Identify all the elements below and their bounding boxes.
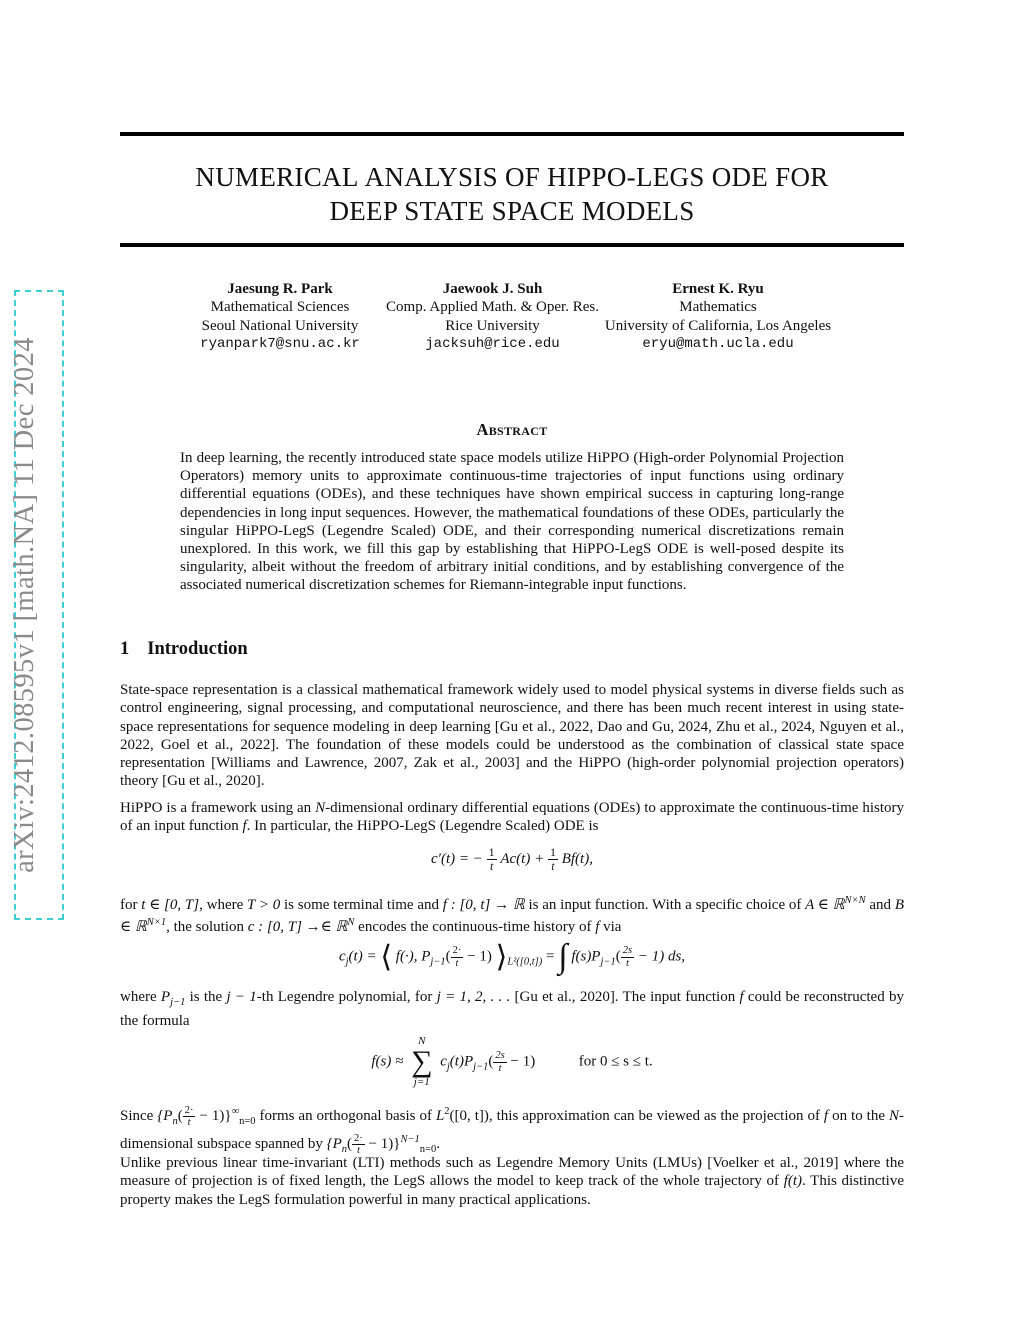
author-2-email[interactable]: jacksuh@rice.edu: [425, 335, 560, 352]
title-top-rule: [120, 132, 904, 136]
arxiv-identifier: arXiv:2412.08595v1 [math.NA] 11 Dec 2024: [9, 337, 40, 873]
intro-paragraph-5: Since {$P_n$( $\frac{2\cdot}{t}$ − $1)\}^\infty_{n=0}$ forms an orthogonal basis of $L^2([0$, t]), this approximation can be viewed as the projection of f on to the N-dimensional subspace spanned by {$P_n$( $\frac{2\cdot}{t}$ − 1)}$^{N-1}_{n=0}$.: [120, 1104, 904, 1157]
author-1-email[interactable]: ryanpark7@snu.ac.kr: [200, 335, 360, 352]
intro-paragraph-1: State-space representation is a classical mathematical framework widely used to model physical systems in diverse fields such as control engineering, signal processing, and computational neuroscience, and there has been much recent interest in using state-space representations for sequence modeling in deep learning [Gu et al., 2022, Dao and Gu, 2024, Zhu et al., 2024, Nguyen et al., 2022, Goel et al., 2022]. The foundation of these models could be understood as the combination of classical state space representation [Williams and Lawrence, 2007, Zak et al., 2003] and the HiPPO (high-order polynomial projection operators) theory [Gu et al., 2020].: [120, 682, 904, 790]
intro-paragraph-3: for t ∈ [0, T], where T > 0 is some terminal time and f : [0, t] → ℝ is an input function. With a specific choice of A ∈ ℝ$^{N\times N}$ and B ∈ ℝ$^{N\times 1}$, the solution c : [0, T] →∈ ℝ$^N$ encodes the continuous-time history of f via: [120, 895, 904, 936]
title-line-2: DEEP STATE SPACE MODELS: [329, 196, 695, 226]
section-heading: 1 Introduction: [120, 639, 248, 659]
eq1-fraction-1: $\frac{1}{t}$: [488, 845, 495, 874]
integral-sign: ∫: [558, 938, 568, 975]
right-angle-bracket: ⟩: [495, 940, 508, 974]
author-block: [120, 280, 904, 360]
abstract-heading: Abstract: [476, 420, 548, 439]
span-fraction: $\frac{2\cdot}{t}$: [354, 1132, 363, 1157]
eq2-rhs-fraction: $\frac{2s}{t}$: [622, 944, 633, 969]
equation-coefficient-projection: $c_j(t)$ = ⟨ f(·), $P_{j-1}$( $\frac{2\cdot}{t}$ − 1) $⟩_{L^2([0,t])}$ = ∫ $f(s)P_{j-1}$( $\frac{2s}{t}$ − 1) ds,: [338, 938, 686, 975]
abstract-text: In deep learning, the recently introduced state space models utilize HiPPO (High-order Polynomial Projection Operators) memory units to approximate continuous-time trajectories of input functions using ordinary differential equations (ODEs), and these techniques have shown empirical success in capturing long-range dependencies in long input sequences. However, the mathematical foundations of these ODEs, particularly the singular HiPPO-LegS (Legendre Scaled) ODE, and their corresponding numerical discretizations remain unexplored. In this work, we fill this gap by establishing that HiPPO-LegS ODE is well-posed despite its singularity, albeit without the freedom of arbitrary initial conditions, and by establishing convergence of the associated numerical discretization schemes for Riemann-integrable input functions.: [180, 450, 844, 594]
author-1: Jaesung R. Park Mathematical Sciences Seoul National University ryanpark7@snu.ac.kr: [170, 280, 390, 353]
basis-fraction: $\frac{2\cdot}{t}$: [184, 1104, 194, 1129]
eq3-fraction: $\frac{2s}{t}$: [495, 1049, 505, 1074]
eq1-fraction-2: $\frac{1}{t}$: [549, 845, 556, 874]
left-angle-bracket: ⟨: [380, 940, 393, 974]
paper-title: [120, 160, 904, 228]
intro-paragraph-2: HiPPO is a framework using an N-dimensional ordinary differential equations (ODEs) to approximate the continuous-time history of an input function f. In particular, the HiPPO-LegS (Legendre Scaled) ODE is: [120, 800, 904, 835]
title-bottom-rule: [120, 243, 904, 247]
equation-reconstruction: f(s) ≈ N ∑ j=1 $c_j(t)P_{j-1}$( $\frac{2s}{t}$ − 1) for 0 ≤ s ≤ t.: [371, 1035, 653, 1088]
intro-paragraph-6: Unlike previous linear time-invariant (LTI) methods such as Legendre Memory Units (LMUs) [Voelker et al., 2019] where the measure of projection is of fixed length, the LegS allows the model to keep track of the whole trajectory of f(t). This distinctive property makes the LegS formulation powerful in many practical applications.: [120, 1155, 904, 1208]
title-line-1: NUMERICAL ANALYSIS OF HIPPO-LEGS ODE FOR: [195, 162, 829, 192]
author-3-email[interactable]: eryu@math.ucla.edu: [642, 335, 794, 352]
intro-paragraph-4: where $P_{j-1}$ is the j − 1-th Legendre polynomial, for j = 1, 2, . . . [Gu et al., 2020]. The input function f could be reconstructed by the formula: [120, 989, 904, 1030]
author-3: Ernest K. Ryu Mathematics University of California, Los Angeles eryu@math.ucla.edu: [588, 280, 848, 353]
summation-sign: N ∑ j=1: [411, 1035, 433, 1088]
equation-hippo-legs-ode: c′(t) = − $\frac{1}{t}$ Ac(t) + $\frac{1}{t}$ Bf(t),: [431, 845, 593, 874]
eq2-inner-fraction: $\frac{2\cdot}{t}$: [452, 944, 462, 969]
author-2: Jaewook J. Suh Comp. Applied Math. & Oper. Res. Rice University jacksuh@rice.edu: [370, 280, 615, 353]
